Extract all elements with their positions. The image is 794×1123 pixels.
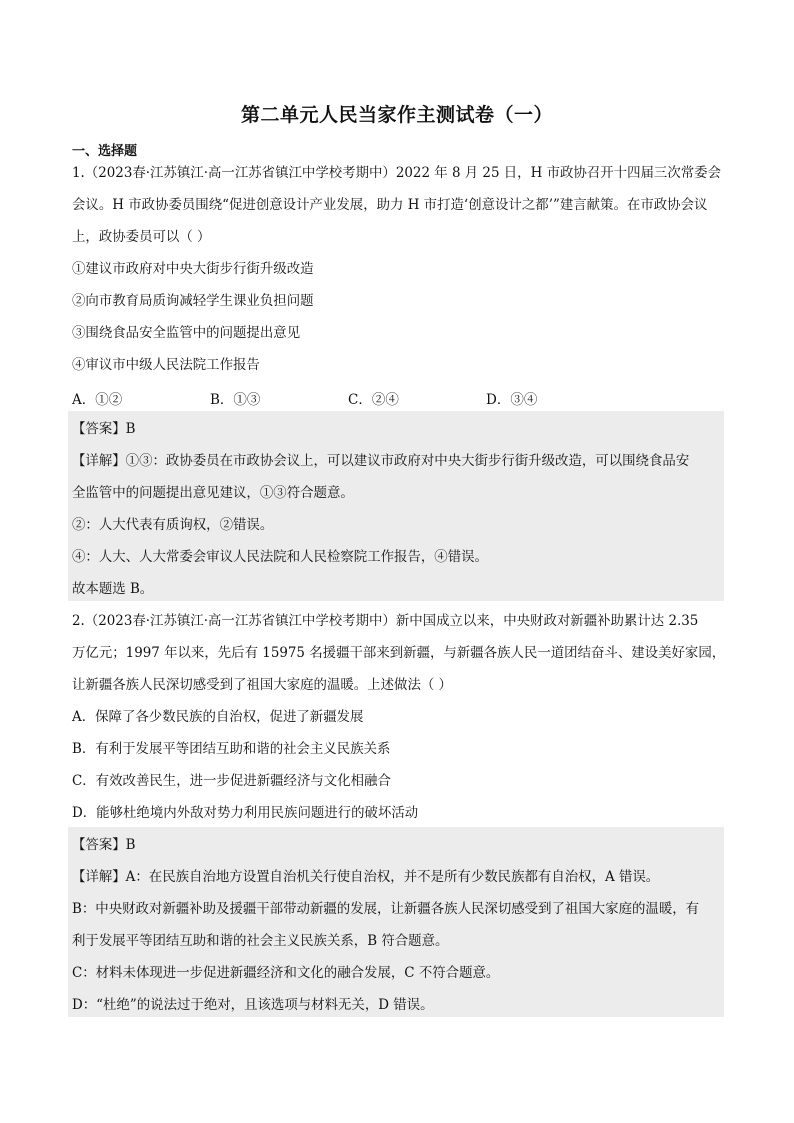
q1-analysis-line: 故本题选 B。 [72, 581, 154, 597]
q1-analysis-line: 全监管中的问题提出意见建议，①③符合题意。 [72, 485, 354, 501]
q2-analysis-line: D：“杜绝”的说法过于绝对，且该选项与材料无关，D 错误。 [72, 997, 434, 1013]
q2-answer: 【答案】B [72, 837, 136, 853]
q2-stem-line: 万亿元；1997 年以来，先后有 15975 名援疆干部来到新疆，与新疆各族人民一道团结奋斗、建设美好家园， [72, 645, 726, 661]
q1-option-d: D．③④ [486, 392, 538, 408]
q1-analysis-line: ②：人大代表有质询权，②错误。 [72, 517, 274, 533]
q2-option-c: C．有效改善民生，进一步促进新疆经济与文化相融合 [72, 773, 391, 789]
q2-stem-line: 2.（2023春·江苏镇江·高一江苏省镇江中学校考期中）新中国成立以来，中央财政对新疆补助累计达 2.35 [72, 613, 699, 629]
q2-option-a: A．保障了各少数民族的自治权，促进了新疆发展 [72, 709, 364, 725]
q2-analysis-line: 利于发展平等团结互助和谐的社会主义民族关系，B 符合题意。 [72, 933, 449, 949]
q1-option-a: A．①② [72, 392, 123, 408]
q1-stem-line: 会议。H 市政协委员围绕“促进创意设计产业发展，助力 H 市打造‘创意设计之都’”建言献策。在市政协会议 [72, 197, 708, 213]
q2-stem-line: 让新疆各族人民深切感受到了祖国大家庭的温暖。上述做法（ ） [72, 677, 452, 693]
q1-answer-box [68, 411, 724, 601]
q1-stem-line: 1.（2023春·江苏镇江·高一江苏省镇江中学校考期中）2022 年 8 月 25 日，H 市政协召开十四届三次常委会 [72, 165, 722, 181]
q1-item: ③围绕食品安全监管中的问题提出意见 [72, 325, 301, 341]
q1-item: ①建议市政府对中央大街步行街升级改造 [72, 261, 314, 277]
q1-analysis-line: ④：人大、人大常委会审议人民法院和人民检察院工作报告，④错误。 [72, 549, 488, 565]
q2-analysis-line: B：中央财政对新疆补助及援疆干部带动新疆的发展，让新疆各族人民深切感受到了祖国大家庭的温暖，有 [72, 901, 700, 917]
q1-option-c: C．②④ [348, 392, 399, 408]
q2-option-b: B．有利于发展平等团结互助和谐的社会主义民族关系 [72, 741, 391, 757]
q1-option-b: B．①③ [210, 392, 261, 408]
q1-item: ④审议市中级人民法院工作报告 [72, 357, 260, 373]
q2-analysis-line: 【详解】A：在民族自治地方设置自治机关行使自治权，并不是所有少数民族都有自治权，A 错误。 [72, 869, 660, 885]
q1-item: ②向市教育局质询减轻学生课业负担问题 [72, 293, 314, 309]
q1-stem-line: 上，政协委员可以（ ） [72, 229, 211, 245]
q2-option-d: D．能够杜绝境内外敌对势力利用民族问题进行的破坏活动 [72, 805, 419, 821]
q1-analysis-line: 【详解】①③：政协委员在市政协会议上，可以建议市政府对中央大街步行街升级改造，可以围绕食品安 [72, 453, 690, 469]
page-title: 第二单元人民当家作主测试卷（一） [240, 104, 553, 126]
section-heading: 一、选择题 [72, 144, 138, 159]
q2-answer-box [68, 827, 724, 1017]
q2-analysis-line: C：材料未体现进一步促进新疆经济和文化的融合发展，C 不符合题意。 [72, 965, 500, 981]
q1-answer: 【答案】B [72, 421, 136, 437]
